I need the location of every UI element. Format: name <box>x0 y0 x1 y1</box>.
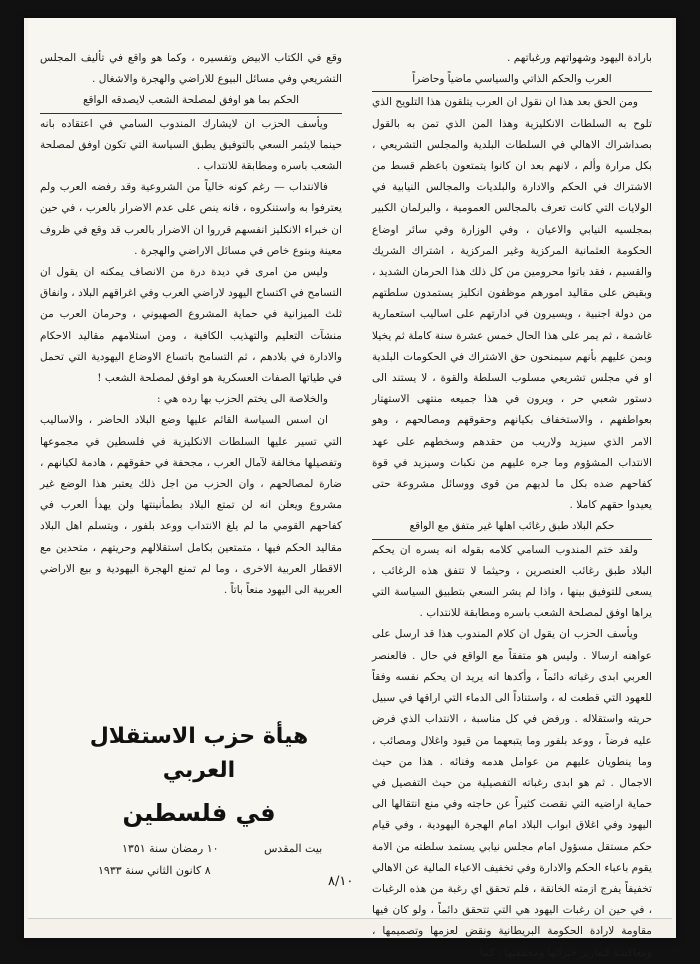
document-page <box>24 18 676 959</box>
right-heading-rule-by-wishes: حكم البلاد طبق رغائب اهلها غير متفق مع الواقع <box>372 516 652 539</box>
right-heading-self-rule: العرب والحكم الذاتي والسياسي ماضياً وحاضراً <box>372 69 652 92</box>
right-para-1: ومن الحق بعد هذا ان نقول ان العرب يتلقون هذا التلويح الذي تلوح به السلطات الانكليزية وهذا المن الذي تمن به بالقول بصداشراك الاهالي في السلطات البلدية والمجلس التشريعي ، بكل مرارة وألم ، لانهم بعد ان كانوا يتمتعون باعظم قسط من الاشتراك في الحكم والادارة والبلديات والمجالس النيابية في الولايات التي كانت تعرف بالمجالس العمومية ، والبرلمان الكبير بمجلسيه النيابي والاعيان ، وفي الوزارة وفي سائر اوضاع الحكومة العثمانية المركزية وغير المركزية ، اشتراك الشريك والقسيم ، فقد باتوا محرومين من كل ذلك هذا الحرمان الشديد ، وبقيض على مقاليد امورهم موظفون انكليز يستمدون سلطتهم من دولة اجنبية ، ويسيرون في ادارتهم على اساليب استعمارية غاشمة ، ثم يمر على هذا الحال خمس عشرة سنة كاملة ثم يخيلا وبمن عليهم بأنهم سيمنحون حق الاشتراك في الحكومات البلدية او في مجلس تشريعي مسلوب السلطة والقوة ، لا يستند الى دستور شعبي حر ، ويرون في هذا جميعه منتهى الاستهتار بعواطفهم ، والاستخفاف بكيانهم وحقوقهم ومصالحهم ، وهو الامر الذي سيزيد ولاريب من حقدهم وسخطهم على عهد الانتداب المشؤوم وما جره عليهم من نكبات وسيزيد في قوة كفاحهم ضده بكل ما لديهم من قوى ووسائل مشروعة حتى يعيدوا حقهم كاملا . <box>372 96 652 512</box>
left-para-intro: وقع في الكتاب الابيض وتفسيره ، وكما هو واقع في تأليف المجلس التشريعي وفي مسائل البيوع للاراضي والهجرة والاشغال . <box>40 52 342 86</box>
page-number: ٨/١٠ <box>328 874 354 889</box>
signature-party-name: هيأة حزب الاستقلال العربي <box>89 724 309 783</box>
left-para-1: ويأسف الحزب ان لايشارك المندوب السامي في اعتقاده بانه حينما لايثمر السعي بالتوفيق يطبق السياسة التي تكون اوفق لمصلحة الشعب باسره ومطابقة للانتداب . <box>40 117 342 173</box>
date-hijri: ١٠ رمضان سنة ١٣٥١ <box>122 842 219 855</box>
left-heading-public-interest: الحكم بما هو اوفق لمصلحة الشعب لايصدقه الواقع <box>40 90 342 113</box>
left-para-4: والخلاصة الى يختم الحزب بها رده هي : <box>157 393 328 406</box>
left-para-5: ان اسس السياسة القائم عليها وضع البلاد الحاضر ، والاساليب التي تسير عليها السلطات الانكليزية في فلسطين في مجموعها وتفصيلها مخالفة لآمال العرب ، مجحفة في حقوقهم ، هادمة لكيانهم ، ضارة لمصالحهم ، وان الحزب من اجل ذلك يعتبر هذا الوضع غير مشروع ويعلن انه لن تمتع البلاد بطمأنينتها ولن يهدأ العرب في كفاحهم القومي ما لم يلغ الانتداب ووعد بلفور ، ويتسلم اهل البلاد مقاليد الحكم فيها ، متمتعين بكامل استقلالهم وحريتهم ، متحدين مع الاقطار العربية الاخرى ، وما لم تمنع الهجرة اليهودية و بيع الاراضي العربية الى اليهود منعاً باتاً . <box>40 414 342 597</box>
date-gregorian: ٨ كانون الثاني سنة ١٩٣٣ <box>98 864 211 877</box>
left-para-3: وليس من امرى في ديدة درة من الانصاف يمكنه ان يقول ان التسامح في اكتساح اليهود لاراضي العرب وفي اغراقهم البلاد ، وانفاق ثلث الميزانية في حماية المشروع الصهيوني ، وحرمان العرب من منشآت التعليم والتهذيب الكافية ، ومن استلامهم مقاليد الاحكام والادارة في بلادهم ، ثم التسامح باتساع الاوضاع اليهودية التي تحمل في طياتها الصفات العسكرية هو اوفق لمصلحة الشعب ! <box>40 266 342 385</box>
right-para-2: ولقد ختم المندوب السامي كلامه بقوله انه يسره ان يحكم البلاد طبق رغائب العنصرين ، وحيثما لا تتفق هذه الرغائب ، يسعى للتوفيق بينها ، واذا لم يشر السعي بتطبيق السياسة التي يراها اوفق لمصلحة الشعب باسره ومطابقة للانتداب . <box>372 543 652 620</box>
right-column <box>372 48 652 964</box>
date-place: بيت المقدس <box>264 842 323 855</box>
right-para-3: ويأسف الحزب ان يقول ان كلام المندوب هذا قد ارسل على عواهنه ارسالا . وليس هو متفقاً مع الواقع في حال . فالعنصر العربي ابدى رغباته دائماً ، وأكدها انه يريد ان يحكم نفسه وفقاً للعهود التي قطعت له ، واستناداً الى الدماء التي اراقها في سبيل حريته واستقلاله . ورفض في كل مناسبة ، الانتداب الذي فرض عليه فرضاً ، ووعد بلفور وما يتبعهما من قيود واغلال ومصائب ، وما ينطويان عليهم من عوامل هدمه وفنائه . هذا من حيث الاجمال . ثم هو ابدى رغباته التفصيلية من حيث التفصيل في حماية اراضيه التي نقصت كثيراً عن حاجته وفي منع انتقالها الى اليهود وفي اغلاق ابواب البلاد امام الهجرة اليهودية ، وفي قيام حكم مستقل مسؤول امام مجلس نيابي يستمد سلطته من الامة يقوم باعباء الحكم والادارة وفي تخفيف الاعباء المالية عن الاهالي تخفيفاً يفرج ازمته الخانقة ، فلم تحقق اي رغبة من هذه الرغبات ، في حين ان رغبات اليهود هي التي تتحقق دائماً ، ولو كان فيها مقاومة لارادة الحكومة البريطانية ونقض لعزمها وتصميمها ، ومعاكسة لتقارير خبرائها ومحققيها ، كما <box>372 628 652 959</box>
page-body <box>28 18 672 959</box>
right-para-intro: بارادة اليهود وشهواتهم ورغباتهم . <box>506 52 652 64</box>
left-column <box>40 48 342 601</box>
left-para-2: فالانتداب — رغم كونه خالياً من الشروعية وقد رفضه العرب ولم يعترفوا به واستنكروه ، فانه ينص على عدم الاضرار بالعرب ، في حين ان خبراء الانكليز انفسهم قرروا ان الاضرار بالعرب قد وقع في ظروف معينة وبنوع خاص في مسائل الاراضي والهجرة . <box>40 181 342 257</box>
signature-block <box>54 720 344 832</box>
signature-location: في فلسطين <box>122 799 276 827</box>
